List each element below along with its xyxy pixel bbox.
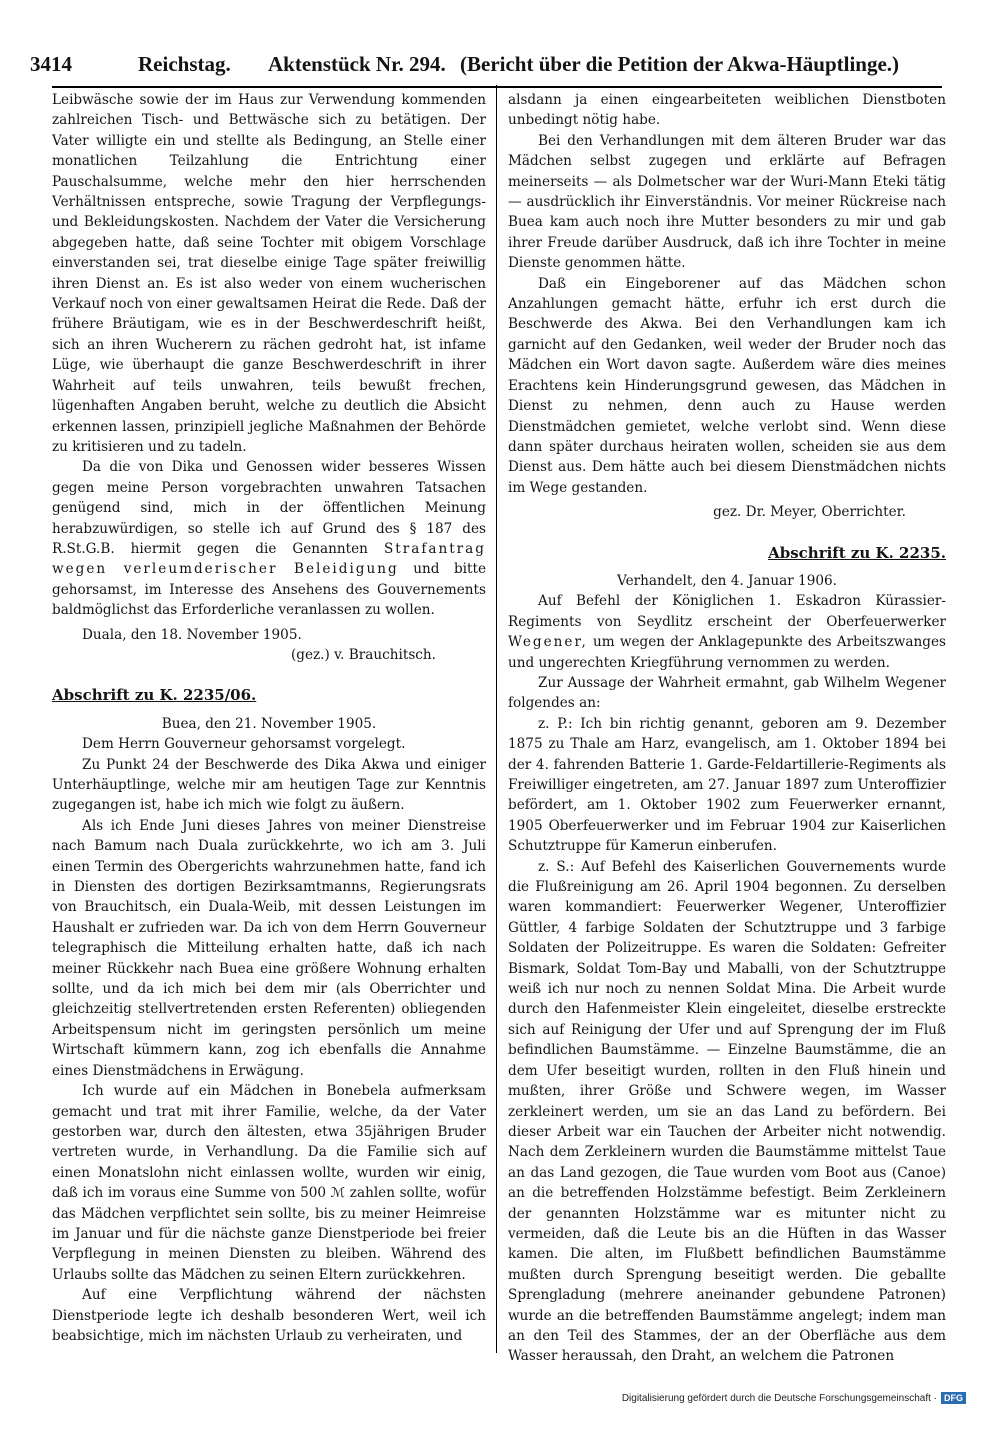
paragraph: Ich wurde auf ein Mädchen in Bonebela aufmerksam gemacht und trat mit ihrer Familie, welche, da der Vater gestorben war, durch den ältesten, etwa 35jährigen Bruder vertreten wurde, in Verhandlung. Da die Familie sich auf einen Monatslohn nicht einlassen wollte, wurden wir einig, daß ich im voraus eine Summe von 500 ℳ zahlen sollte, wofür das Mädchen verpflichtet sein sollte, bis zu meiner Heimreise im Januar und für die nächste ganze Dienstperiode bei freier Verpflegung in meinen Diensten zu bleiben. Während des Urlaubs sollte das Mädchen zu seinen Eltern zurückkehren. (52, 1083, 486, 1283)
page-header (30, 48, 960, 84)
column-divider (496, 85, 497, 1353)
emphasis: Wegener, (508, 634, 588, 651)
footer-text: Digitalisierung gefördert durch die Deutsche Forschungsgemeinschaft · (621, 1393, 937, 1404)
publication-title: Reichstag. (138, 52, 231, 76)
paragraph: z. S.: Auf Befehl des Kaiserlichen Gouvernements wurde die Flußreinigung am 26. April 1904 begonnen. Zu derselben waren kommandiert: Feuerwerker Wegener, Unteroffizier Güttler, 4 farbige Soldaten der Schutztruppe und 3 farbige Soldaten der Polizeitruppe. Es waren die Soldaten: Gefreiter Bismark, Soldat Tom-Bay und Maballi, von der Schutztruppe weiß ich nur noch zu nennen Soldat Mina. Die Arbeit wurde durch den Hafenmeister Klein eingeleitet, dieselbe erstreckte sich auf Reinigung der Ufer und auf Sprengung der im Fluß befindlichen Baumstämme. — Einzelne Baumstämme, die an dem Ufer beseitigt wurden, rollten in den Fluß hinein und mußten, ihrer Größe und Schwere wegen, im Wasser zerkleinert werden, um sie an das Land zu befördern. Bei dieser Arbeit war ein Tauchen der Arbeiter nicht notwendig. Nach dem Zerkleinern wurden die Baumstämme mittelst Taue an das Land gezogen, die Taue wurden vom Boot aus (Canoe) an die betreffenden Holzstämme befestigt. Beim Zerkleinern der genannten Holzstämme war es mitunter nicht zu vermeiden, daß die Leute bis an die Hüften in das Wasser kamen. Die alten, im Flußbett befindlichen Baumstämme mußten durch Sprengung beseitigt werden. Die geballte Sprengladung (mehrere aneinander gebundene Patronen) wurde an die betreffenden Baumstämme angelegt; indem man an den Teil des Stammes, der an der Oberfläche aus dem Wasser heraussah, den Draht, an welchem die Patronen (508, 858, 946, 1365)
page-number: 3414 (30, 52, 72, 76)
paragraph: Auf eine Verpflichtung während der nächsten Dienstperiode legte ich deshalb besonderen Wert, weil ich beabsichtige, mich im nächsten Urlaub zu verheiraten, und (52, 1287, 486, 1344)
signature: (gez.) v. Brauchitsch. (290, 646, 436, 663)
footer (622, 1392, 966, 1410)
paragraph: Dem Herrn Gouverneur gehorsamst vorgelegt. (82, 736, 406, 753)
paragraph: Bei den Verhandlungen mit dem älteren Bruder war das Mädchen selbst zugegen und erklärte auf Befragen meinerseits — als Dolmetscher war der Wuri-Mann Eteki tätig — ausdrücklich ihr Einverständnis. Vor meiner Rückreise nach Buea kam auch noch ihre Mutter besonders zu mir und gab ihrer Freude darüber Ausdruck, daß ich ihre Tochter in meine Dienste genommen hätte. (508, 132, 946, 272)
dfg-logo: DFG (941, 1392, 966, 1404)
right-column (508, 90, 947, 1365)
left-column (52, 90, 486, 1350)
signature: gez. Dr. Meyer, Oberrichter. (713, 504, 906, 521)
paragraph: Zur Aussage der Wahrheit ermahnt, gab Wilhelm Wegener folgendes an: (508, 674, 946, 712)
paragraph: Zu Punkt 24 der Beschwerde des Dika Akwa und einiger Unterhäuptlinge, welche mir am heutigen Tage zur Kenntnis zugegangen ist, habe ich mich wie folgt zu äußern. (52, 756, 486, 814)
section-heading: Abschrift zu K. 2235/06. (52, 686, 257, 705)
paragraph: alsdann ja einen eingearbeiteten weiblichen Dienstboten unbedingt nötig habe. (508, 92, 946, 129)
place-date: Duala, den 18. November 1905. (82, 626, 302, 643)
paragraph: Leibwäsche sowie der im Haus zur Verwendung kommenden zahlreichen Tisch- und Bettwäsche sich zu betätigen. Der Vater willigte ein und stellte als Bedingung, an Stelle einer monatlichen Teilzahlung die Entrichtung einer Pauschalsumme, welche mehr den hier herrschenden Verhältnissen entspreche, sowie Tragung der Verpflegungs- und Bekleidungskosten. Nachdem der Vater die Versicherung abgegeben hatte, daß seine Tochter mit obigem Vorschlage einverstanden sei, trat dieselbe einige Tage später freiwillig ihren Dienst an. Es ist also weder von einem wucherischen Verkauf noch von einer gewaltsamen Heirat die Rede. Daß der frühere Bräutigam, wie es in der Beschwerdeschrift heißt, sich an ihren Wucherern zu rächen gedroht hat, ist infame Lüge, wie überhaupt die ganze Beschwerdeschrift in ihrer Wahrheit auf teils unwahren, teils bewußt frechen, lügenhaften Angaben beruht, welche zu deutlich die Absicht erkennen lassen, prinzipiell jegliche Maßnahmen der Behörde zu kritisieren und zu tadeln. (52, 92, 486, 455)
document-subject: (Bericht über die Petition der Akwa-Häuptlinge.) (460, 52, 900, 76)
document-number: Aktenstück Nr. 294. (268, 52, 446, 76)
paragraph: z. P.: Ich bin richtig genannt, geboren am 9. Dezember 1875 zu Thale am Harz, evangelisch, am 1. Oktober 1894 bei der 4. fahrenden Batterie 1. Garde-Feldartillerie-Regiments als Freiwilliger eingetreten, am 27. Januar 1897 zum Unteroffizier befördert, am 1. Oktober 1902 zum Feuerwerker ernannt, 1905 Oberfeuerwerker und im Februar 1904 zur Kaiserlichen Schutztruppe für Kamerun einberufen. (508, 715, 946, 855)
date-line: Verhandelt, den 4. Januar 1906. (617, 572, 837, 589)
section-heading: Abschrift zu K. 2235. (768, 543, 946, 562)
paragraph: Daß ein Eingeborener auf das Mädchen schon Anzahlungen gemacht hätte, erfuhr ich erst durch die Beschwerde des Akwa. Bei den Verhandlungen kam ich garnicht auf den Gedanken, weil weder der Bruder noch das Mädchen ein Wort davon sagte. Außerdem wäre dies meines Erachtens kein Hinderungsgrund gewesen, das Mädchen in Dienst zu nehmen, denn auch zu Hause werden Dienstmädchen gemietet, welche verlobt sind. Wenn diese dann später durchaus heiraten wollen, scheiden sie aus dem Dienst aus. Dem hätte auch bei diesem Dienstmädchen nichts im Wege gestanden. (508, 275, 946, 496)
date-line: Buea, den 21. November 1905. (161, 715, 377, 732)
paragraph: Da die von Dika und Genossen wider besseres Wissen gegen meine Person vorgebrachten unwahren Tatsachen genügend sind, mich in der öffentlichen Meinung herabzuwürdigen, so stelle ich auf Grund des § 187 des R.St.G.B. hiermit gegen die Genannten Strafantrag wegen verleumderischer Beleidigung und bitte gehorsamst, im Interesse des Ansehens des Gouvernements baldmöglichst das Erforderliche veranlassen zu wollen. (52, 459, 486, 619)
header-rule (52, 86, 942, 88)
paragraph: Als ich Ende Juni dieses Jahres von meiner Dienstreise nach Bamum nach Duala zurückkehrte, wo ich am 3. Juli einen Termin des Obergerichts wahrzunehmen hatte, fand ich in Diensten des dortigen Bezirksamtmanns, Regierungsrats von Brauchitsch, ein Duala-Weib, mit dessen Leistungen im Haushalt er zufrieden war. Da ich von dem Herrn Gouverneur telegraphisch die Mitteilung erhalten hatte, daß ich nach meiner Rückkehr nach Buea eine größere Wohnung erhalten sollte, und da ich mich bei dem mir (als Oberrichter und gleichzeitig stellvertretenden ersten Referenten) obliegenden Arbeitspensum nicht im geringsten persönlich um meine Wirtschaft kümmern kann, zog ich ebenfalls die Annahme eines Dienstmädchens in Erwägung. (52, 817, 486, 1079)
paragraph: Auf Befehl der Königlichen 1. Eskadron Kürassier-Regiments von Seydlitz erscheint der Oberfeuerwerker Wegener, um wegen der Anklagepunkte des Arbeitszwanges und ungerechten Kriegführung vernommen zu werden. (508, 593, 947, 671)
emphasis: Strafantrag wegen verleumderischer Beleidigung (52, 540, 486, 578)
